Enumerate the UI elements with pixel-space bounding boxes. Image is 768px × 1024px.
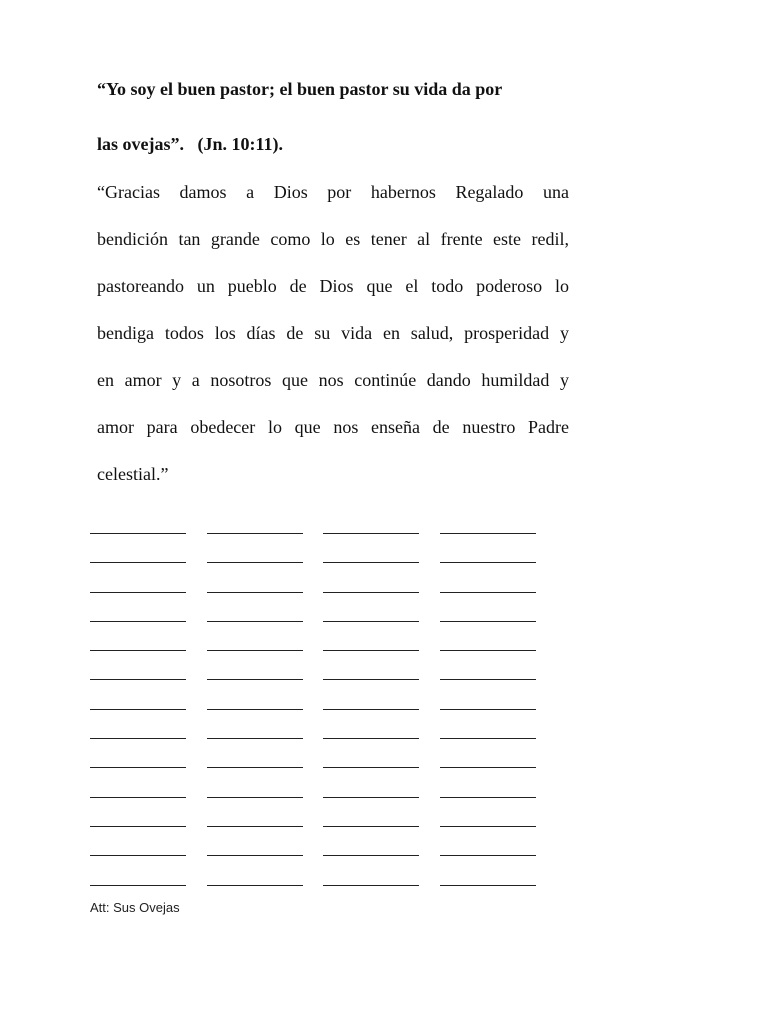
signature-line [323, 546, 419, 563]
signature-line [440, 869, 536, 886]
verse-line-2: las ovejas”. (Jn. 10:11). [97, 134, 283, 154]
bible-verse [97, 62, 577, 172]
signature-line [207, 634, 303, 651]
signature-line [440, 722, 536, 739]
prayer-line: bendiga todos los días de su vida en salud, prosperidad y [97, 323, 569, 343]
signature-line [323, 605, 419, 622]
signature-line [90, 693, 186, 710]
signature-line [440, 576, 536, 593]
signature-line [440, 546, 536, 563]
signature-line [90, 605, 186, 622]
prayer-line: pastoreando un pueblo de Dios que el todo poderoso lo [97, 276, 569, 296]
signature-line [323, 634, 419, 651]
prayer-line: en amor y a nosotros que nos continúe dando humildad y [97, 370, 569, 390]
signature-line [90, 663, 186, 680]
signature-line [440, 839, 536, 856]
signature-line [207, 781, 303, 798]
signature-line [440, 781, 536, 798]
signature-row [90, 810, 550, 839]
signature-row [90, 634, 550, 663]
signature-row [90, 869, 550, 898]
signature-row [90, 781, 550, 810]
signature-line [90, 546, 186, 563]
signature-line [207, 751, 303, 768]
signature-line [90, 869, 186, 886]
attribution: Att: Sus Ovejas [90, 900, 180, 915]
signature-line [323, 663, 419, 680]
signature-row [90, 517, 550, 546]
signature-line [323, 751, 419, 768]
signature-line [90, 576, 186, 593]
signature-line [323, 576, 419, 593]
signature-line [207, 517, 303, 534]
signature-line [323, 869, 419, 886]
signature-row [90, 605, 550, 634]
signature-line [207, 605, 303, 622]
signature-row [90, 751, 550, 780]
signature-line [90, 517, 186, 534]
signature-line [323, 781, 419, 798]
signature-line [207, 546, 303, 563]
signature-line [440, 751, 536, 768]
signature-line [90, 839, 186, 856]
signature-row [90, 722, 550, 751]
signature-line [90, 781, 186, 798]
signature-line [207, 810, 303, 827]
signature-line [440, 663, 536, 680]
prayer-paragraph [97, 169, 569, 498]
signature-line [207, 869, 303, 886]
signature-line [207, 663, 303, 680]
signature-line [440, 605, 536, 622]
signature-line [440, 634, 536, 651]
prayer-line: amor para obedecer lo que nos enseña de nuestro Padre [97, 417, 569, 437]
signature-line [207, 839, 303, 856]
signature-line [90, 634, 186, 651]
signature-line [207, 722, 303, 739]
signature-row [90, 576, 550, 605]
prayer-line: “Gracias damos a Dios por habernos Regalado una [97, 182, 569, 202]
verse-line-1: “Yo soy el buen pastor; el buen pastor su vida da por [97, 79, 503, 99]
signature-row [90, 839, 550, 868]
signature-line [440, 693, 536, 710]
signature-line [323, 839, 419, 856]
signature-line [323, 693, 419, 710]
signature-row [90, 663, 550, 692]
signature-line [323, 810, 419, 827]
signature-row [90, 693, 550, 722]
signature-lines-grid [90, 517, 550, 898]
prayer-line: bendición tan grande como lo es tener al frente este redil, [97, 229, 569, 249]
signature-line [440, 517, 536, 534]
signature-line [90, 751, 186, 768]
signature-line [323, 722, 419, 739]
signature-line [207, 576, 303, 593]
signature-line [90, 722, 186, 739]
prayer-line: celestial.” [97, 464, 169, 484]
signature-line [440, 810, 536, 827]
signature-line [207, 693, 303, 710]
signature-line [323, 517, 419, 534]
signature-line [90, 810, 186, 827]
signature-row [90, 546, 550, 575]
